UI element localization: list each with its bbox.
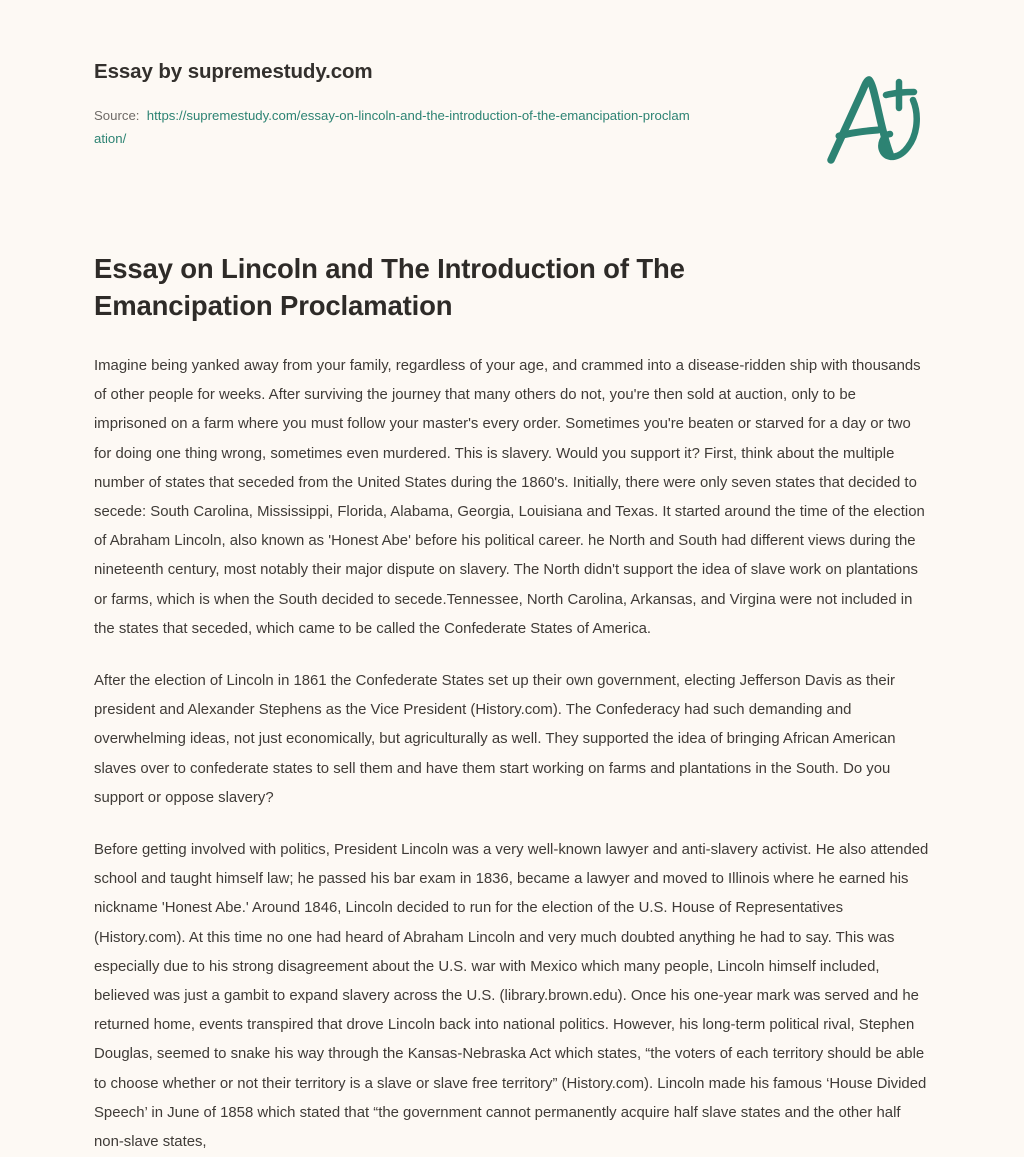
paragraph: Imagine being yanked away from your family, regardless of your age, and crammed into a disease-ridden ship with thousands of other people for weeks. After surviving the journey that many others do not, you're then sold at auction, only to be imprisoned on a farm where you must follow your master's every order. Sometimes you're beaten or starved for a day or two for doing one thing wrong, sometimes even murdered. This is slavery. Would you support it? First, think about the multiple number of states that seceded from the United States during the 1860's. Initially, there were only seven states that decided to secede: South Carolina, Mississippi, Florida, Alabama, Georgia, Louisiana and Texas. It started around the time of the election of Abraham Lincoln, also known as 'Honest Abe' before his political career. he North and South had different views during the nineteenth century, most notably their major dispute on slavery. The North didn't support the idea of slave work on plantations or farms, which is when the South decided to secede.Tennessee, North Carolina, Arkansas, and Virgina were not included in the states that seceded, which came to be called the Confederate States of America. (94, 358, 925, 637)
byline: Essay by supremestudy.com (94, 60, 373, 83)
page-header (94, 58, 930, 150)
paragraph: Before getting involved with politics, President Lincoln was a very well-known lawyer and anti-slavery activist. He also attended school and taught himself law; he passed his bar exam in 1836, became a lawyer and moved to Illinois where he earned his nickname 'Honest Abe.' Around 1846, Lincoln decided to run for the election of the U.S. House of Representatives (History.com). At this time no one had heard of Abraham Lincoln and very much doubted anything he had to say. This was especially due to his strong disagreement about the U.S. war with Mexico which many people, Lincoln himself included, believed was just a gambit to expand slavery across the U.S. (library.brown.edu). Once his one-year mark was served and he returned home, events transpired that drove Lincoln back into national politics. However, his long-term political rival, Stephen Douglas, seemed to snake his way through the Kansas-Nebraska Act which states, “the voters of each territory should be able to choose whether or not their territory is a slave or slave free territory” (History.com). Lincoln made his famous ‘House Divided Speech’ in June of 1858 which stated that “the government cannot permanently acquire half slave states and the other half non-slave states, (94, 842, 929, 1151)
a-plus-logo-icon (820, 68, 930, 172)
page-title: Essay on Lincoln and The Introduction of The Emancipation Proclamation (94, 253, 685, 321)
source-label: Source: (94, 108, 140, 123)
paragraph: After the election of Lincoln in 1861 the Confederate States set up their own government, electing Jefferson Davis as their president and Alexander Stephens as the Vice President (History.com). The Confederacy had such demanding and overwhelming ideas, not just economically, but agriculturally as well. They supported the idea of bringing African American slaves over to confederate states to sell them and have them start working on farms and plantations in the South. Do you support or oppose slavery? (94, 673, 896, 806)
essay-body (94, 352, 932, 1157)
source-line (94, 105, 694, 150)
source-url-link[interactable]: https://supremestudy.com/essay-on-lincoln-and-the-introduction-of-the-emancipation-proclamation/ (94, 108, 690, 146)
